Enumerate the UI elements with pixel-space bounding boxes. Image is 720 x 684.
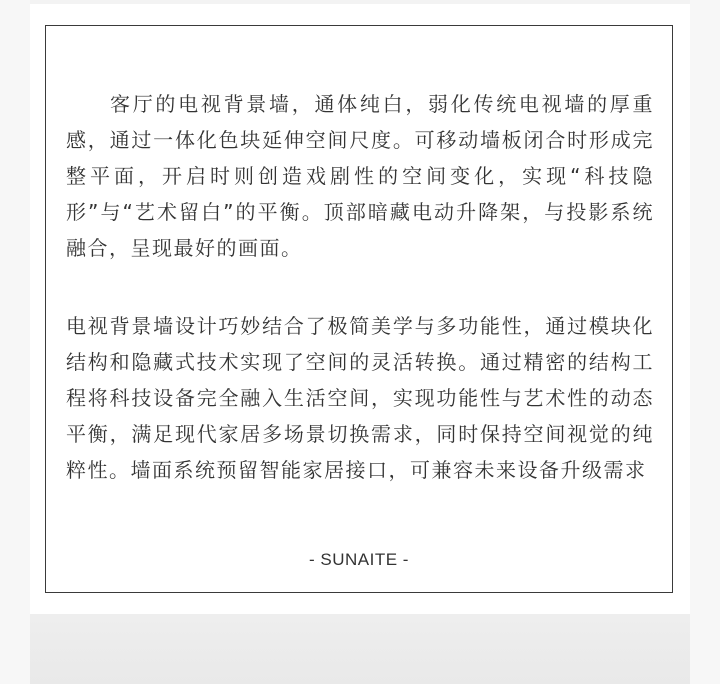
brand-signature: - SUNAITE - (309, 550, 409, 569)
paragraph-tv-wall-intro: 客厅的电视背景墙，通体纯白，弱化传统电视墙的厚重感，通过一体化色块延伸空间尺度。可移动墙板闭合时形成完整平面，开启时则创造戏剧性的空间变化，实现“科技隐形”与“艺术留白”的平衡。顶部暗藏电动升降架，与投影系统融合，呈现最好的画面。 (66, 92, 654, 260)
right-margin-strip (690, 0, 720, 684)
left-margin-strip (0, 0, 30, 684)
bottom-shade (30, 614, 690, 684)
top-shade (30, 0, 690, 4)
paragraph-tv-wall-design: 电视背景墙设计巧妙结合了极简美学与多功能性，通过模块化结构和隐藏式技术实现了空间的灵活转换。通过精密的结构工程将科技设备完全融入生活空间，实现功能性与艺术性的动态平衡，满足现代家居多场景切换需求，同时保持空间视觉的纯粹性。墙面系统预留智能家居接口，可兼容未来设备升级需求 (66, 314, 654, 482)
text-panel (45, 25, 673, 593)
